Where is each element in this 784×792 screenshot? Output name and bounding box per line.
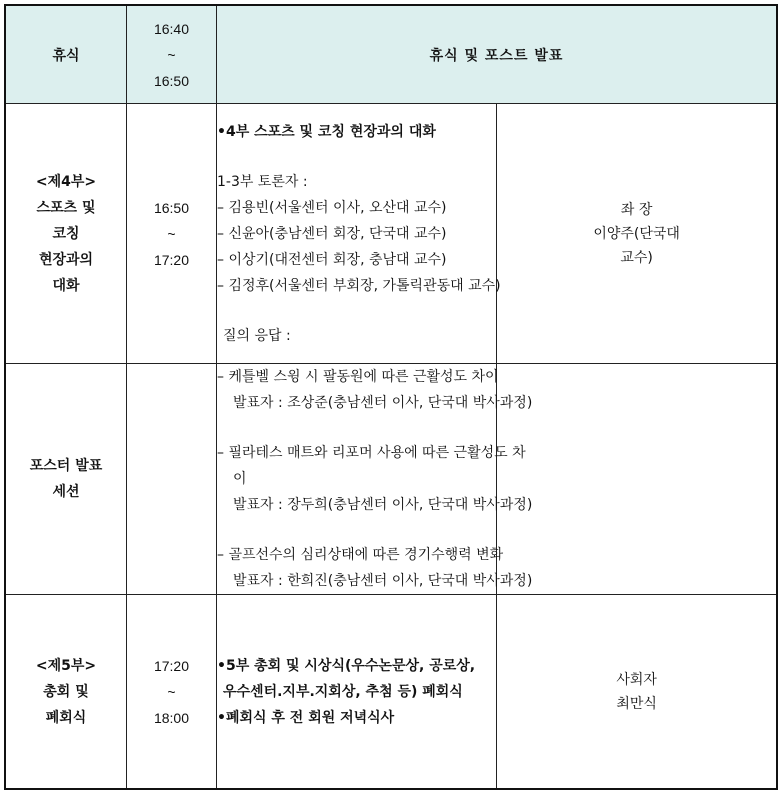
part4-time-cell: [127, 104, 217, 364]
break-title: 휴식 및 포스트 발표: [429, 47, 564, 64]
part5-time-tilde: ~: [167, 683, 176, 700]
panelist: – 이상기(대전센터 회장, 충남대 교수): [217, 251, 447, 268]
schedule-table: [4, 4, 778, 790]
part4-time-start: 16:50: [153, 199, 190, 216]
part5-session-cell: [5, 595, 127, 790]
poster-title: – 골프선수의 심리상태에 따른 경기수행력 변화: [217, 547, 504, 563]
part5-session-line: <제5부>: [35, 657, 97, 674]
break-session-cell: [5, 5, 127, 104]
poster-row: [5, 364, 777, 595]
part5-line: •5부 총회 및 시상식(우수논문상, 공로상,: [217, 657, 476, 674]
part4-chair-line: 교수): [620, 249, 653, 266]
poster-chair-cell: [497, 364, 777, 595]
break-title-cell: [217, 5, 778, 104]
poster-session-line: 포스터 발표: [29, 458, 103, 474]
part4-chair-line: 좌 장: [620, 201, 653, 218]
part5-time-end: 18:00: [153, 709, 190, 726]
part4-chair-line: 이양주(단국대: [593, 225, 680, 242]
part5-row: [5, 595, 777, 790]
break-time-cell: [127, 5, 217, 104]
part4-time-end: 17:20: [153, 251, 190, 268]
part5-time-cell: [127, 595, 217, 790]
break-session-label: 휴식: [52, 47, 80, 64]
break-time-tilde: ~: [167, 46, 176, 63]
part4-time-tilde: ~: [167, 225, 176, 242]
poster-title: – 필라테스 매트와 리포머 사용에 따른 근활성도 차: [217, 445, 526, 461]
panelist: – 김정후(서울센터 부회장, 가톨릭관동대 교수): [217, 277, 501, 294]
panelist: – 김용빈(서울센터 이사, 오산대 교수): [217, 199, 447, 216]
part4-session-line: 스포츠 및: [36, 199, 96, 216]
part4-session-line: <제4부>: [35, 173, 97, 190]
poster-session-cell: [5, 364, 127, 595]
part4-row: [5, 104, 777, 364]
part4-session-line: 현장과의: [38, 251, 94, 268]
poster-content-cell: [217, 364, 533, 595]
break-row: [5, 5, 777, 104]
poster-title: – 케틀벨 스윙 시 팔동원에 따른 근활성도 차이: [217, 369, 499, 385]
part4-content-cell: [217, 104, 501, 364]
poster-session-line: 세션: [52, 484, 80, 500]
part4-session-line: 코칭: [52, 225, 80, 242]
panel-label: 1-3부 토론자 :: [217, 173, 308, 190]
part5-chair-cell: [497, 595, 777, 790]
part5-line: 우수센터.지부.지회상, 추첨 등) 폐회식: [223, 683, 463, 700]
break-time-end: 16:50: [153, 72, 190, 89]
part5-session-line: 총회 및: [43, 683, 89, 700]
part5-chair-line: 사회자: [616, 671, 657, 688]
part4-session-cell: [5, 104, 127, 364]
part4-session-line: 대화: [52, 277, 80, 294]
part5-session-line: 폐회식: [45, 709, 87, 726]
poster-presenter: 발표자 : 장두희(충남센터 이사, 단국대 박사과정): [233, 497, 533, 513]
poster-title-cont: 이: [233, 471, 247, 487]
panelist: – 신윤아(충남센터 회장, 단국대 교수): [217, 225, 447, 242]
poster-presenter: 발표자 : 조상준(충남센터 이사, 단국대 박사과정): [233, 395, 533, 411]
part4-heading: •4부 스포츠 및 코칭 현장과의 대화: [217, 123, 436, 140]
part4-chair-cell: [497, 104, 777, 364]
poster-presenter: 발표자 : 한희진(충남센터 이사, 단국대 박사과정): [233, 573, 533, 589]
poster-time-cell: [127, 364, 217, 595]
part5-line: •폐회식 후 전 회원 저녁식사: [217, 709, 395, 726]
qa-label: 질의 응답 :: [223, 327, 291, 344]
part5-content-cell: [217, 595, 497, 790]
break-time-start: 16:40: [153, 20, 190, 37]
part5-time-start: 17:20: [153, 657, 190, 674]
part5-chair-line: 최만식: [616, 695, 657, 712]
